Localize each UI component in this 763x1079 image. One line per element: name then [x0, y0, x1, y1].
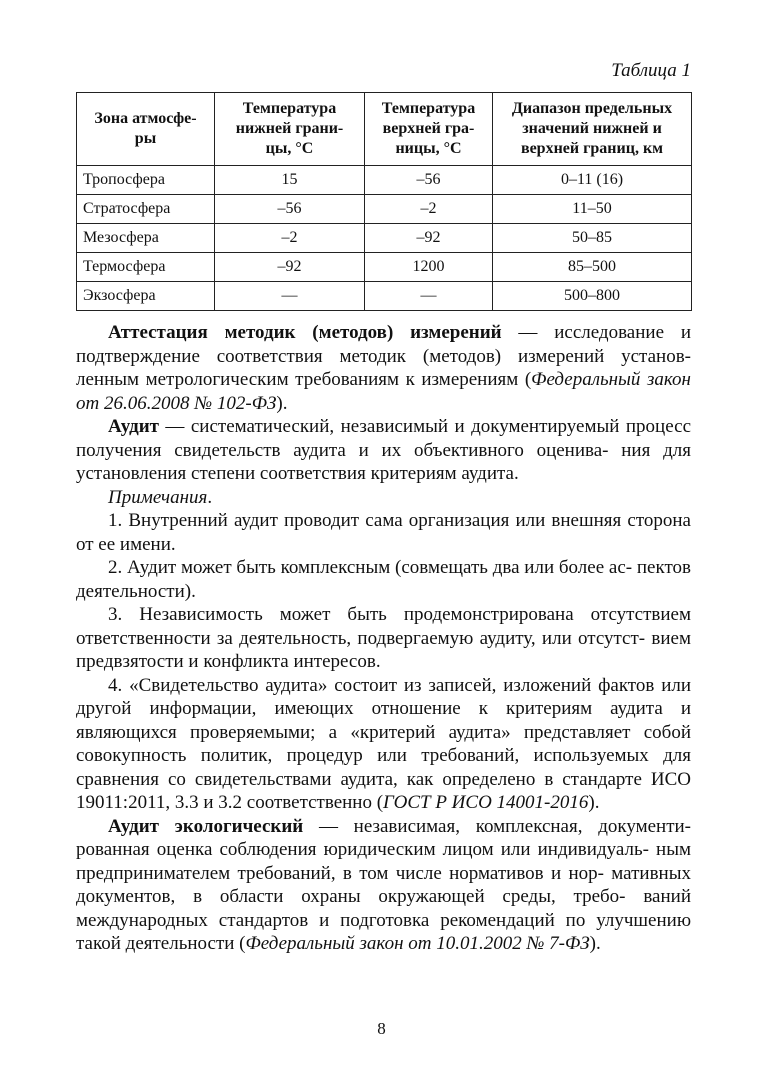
text-run: — исследование и	[501, 322, 691, 343]
cell-lower-temp: —	[215, 282, 365, 311]
cell-zone: Тропосфера	[77, 166, 215, 195]
text-run: .	[207, 486, 213, 508]
paragraph	[76, 603, 691, 674]
table-row	[77, 253, 692, 282]
text-run: ным предпринимателем требований, в том числе нормативов и нор-	[76, 839, 692, 884]
italic-text: Примечания	[108, 486, 208, 508]
cell-upper-temp: –2	[365, 195, 493, 224]
cell-range: 85–500	[493, 253, 692, 282]
cell-lower-temp: –2	[215, 224, 365, 253]
text-run: процесс получения свидетельств аудита и их объективного оценива-	[76, 416, 691, 461]
header-cell-upper-temp: Температура верхней гра- ницы, °С	[365, 93, 493, 166]
text-run: 4. «Свидетельство аудита» состоит из записей, изложений фактов	[108, 674, 655, 696]
page-number: 8	[377, 1019, 386, 1038]
header-cell-zone: Зона атмосфе- ры	[77, 93, 215, 166]
table-row	[77, 195, 692, 224]
text-run: ).	[276, 392, 288, 414]
text-run: совокупность политик, процедур или требований, используемых для	[76, 745, 691, 766]
cell-upper-temp: —	[365, 282, 493, 311]
text-run: — независимая, комплексная, документи-	[303, 815, 691, 837]
text-run: ваний международных стандартов и подготовка рекомендаций по	[76, 886, 691, 931]
cell-range: 0–11 (16)	[493, 166, 692, 195]
text-run: ния для установления степени соответствия критериям аудита.	[76, 439, 691, 484]
text-run: — систематический, независимый и документируемый	[158, 416, 620, 437]
cell-lower-temp: 15	[215, 166, 365, 195]
term-heading: Аттестация методик (методов) измерений	[108, 322, 502, 343]
text-run: пектов деятельности).	[76, 557, 691, 602]
cell-range: 50–85	[493, 224, 692, 253]
text-run: сторона от ее имени.	[76, 510, 691, 555]
text-run: или другой информации, имеющих отношение к критериям аудита и	[76, 674, 692, 719]
cell-lower-temp: –92	[215, 253, 365, 282]
text-run: 2. Аудит может быть комплексным (совмещать два или более ас-	[108, 557, 633, 578]
text-run: ).	[589, 933, 601, 954]
paragraph	[76, 486, 691, 510]
text-run: рованная оценка соблюдения юридическим лицом или индивидуаль-	[76, 839, 649, 860]
cell-zone: Стратосфера	[77, 195, 215, 224]
cell-zone: Экзосфера	[77, 282, 215, 311]
cell-upper-temp: 1200	[365, 253, 493, 282]
italic-text: № 7-ФЗ	[526, 933, 590, 954]
cell-zone: Термосфера	[77, 253, 215, 282]
text-run: 3. Независимость может быть продемонстрирована отсутствием	[108, 604, 691, 625]
paragraph	[76, 815, 691, 956]
text-run: ленным метрологическим требованиям к измерениям (	[76, 369, 532, 390]
text-run: подтверждение соответствия методик (методов) измерений установ-	[76, 345, 691, 367]
paragraph	[76, 415, 691, 486]
italic-text: Федеральный	[531, 369, 641, 390]
table-row	[77, 224, 692, 253]
paragraph	[76, 321, 691, 415]
italic-text: Федеральный закон от 10.01.2002	[245, 933, 522, 954]
cell-upper-temp: –92	[365, 224, 493, 253]
italic-text: закон от 26.06.2008 № 102-ФЗ	[76, 369, 691, 414]
header-cell-range: Диапазон предельных значений нижней и верхней границ, км	[493, 93, 692, 166]
cell-zone: Мезосфера	[77, 224, 215, 253]
table-row	[77, 166, 692, 195]
text-run: являющихся проверяемыми; а «критерий аудита» представляет собой	[76, 721, 691, 743]
cell-range: 11–50	[493, 195, 692, 224]
cell-range: 500–800	[493, 282, 692, 311]
text-run: сравнения со свидетельствами аудита, как определено в стандарте	[76, 768, 642, 790]
table-row	[77, 282, 692, 311]
text-run: мативных документов, в области охраны окружающей среды, требо-	[76, 862, 691, 907]
page	[76, 58, 691, 956]
body-text	[76, 321, 691, 956]
atmosphere-table	[76, 92, 692, 311]
italic-text: ГОСТ Р ИСО 14001-2016	[383, 792, 589, 813]
table-caption: Таблица 1	[611, 60, 691, 81]
text-run: ).	[588, 792, 600, 813]
paragraph	[76, 674, 691, 815]
text-run: улучшению такой деятельности (	[76, 909, 692, 954]
paragraph	[76, 556, 691, 603]
header-cell-lower-temp: Температура нижней грани- цы, °С	[215, 93, 365, 166]
text-run: вием предвзятости и конфликта интересов.	[76, 627, 691, 672]
cell-upper-temp: –56	[365, 166, 493, 195]
term-heading: Аудит	[108, 416, 159, 437]
term-heading: Аудит экологический	[108, 815, 304, 837]
text-run: ответственности за деятельность, подвергаемую аудиту, или отсутст-	[76, 627, 646, 649]
cell-lower-temp: –56	[215, 195, 365, 224]
paragraph	[76, 509, 691, 556]
table-header-row	[77, 93, 692, 166]
text-run: ИСО 19011:2011, 3.3 и 3.2 соответственно (	[76, 768, 691, 813]
text-run: 1. Внутренний аудит проводит сама организация или внешняя	[108, 510, 622, 531]
